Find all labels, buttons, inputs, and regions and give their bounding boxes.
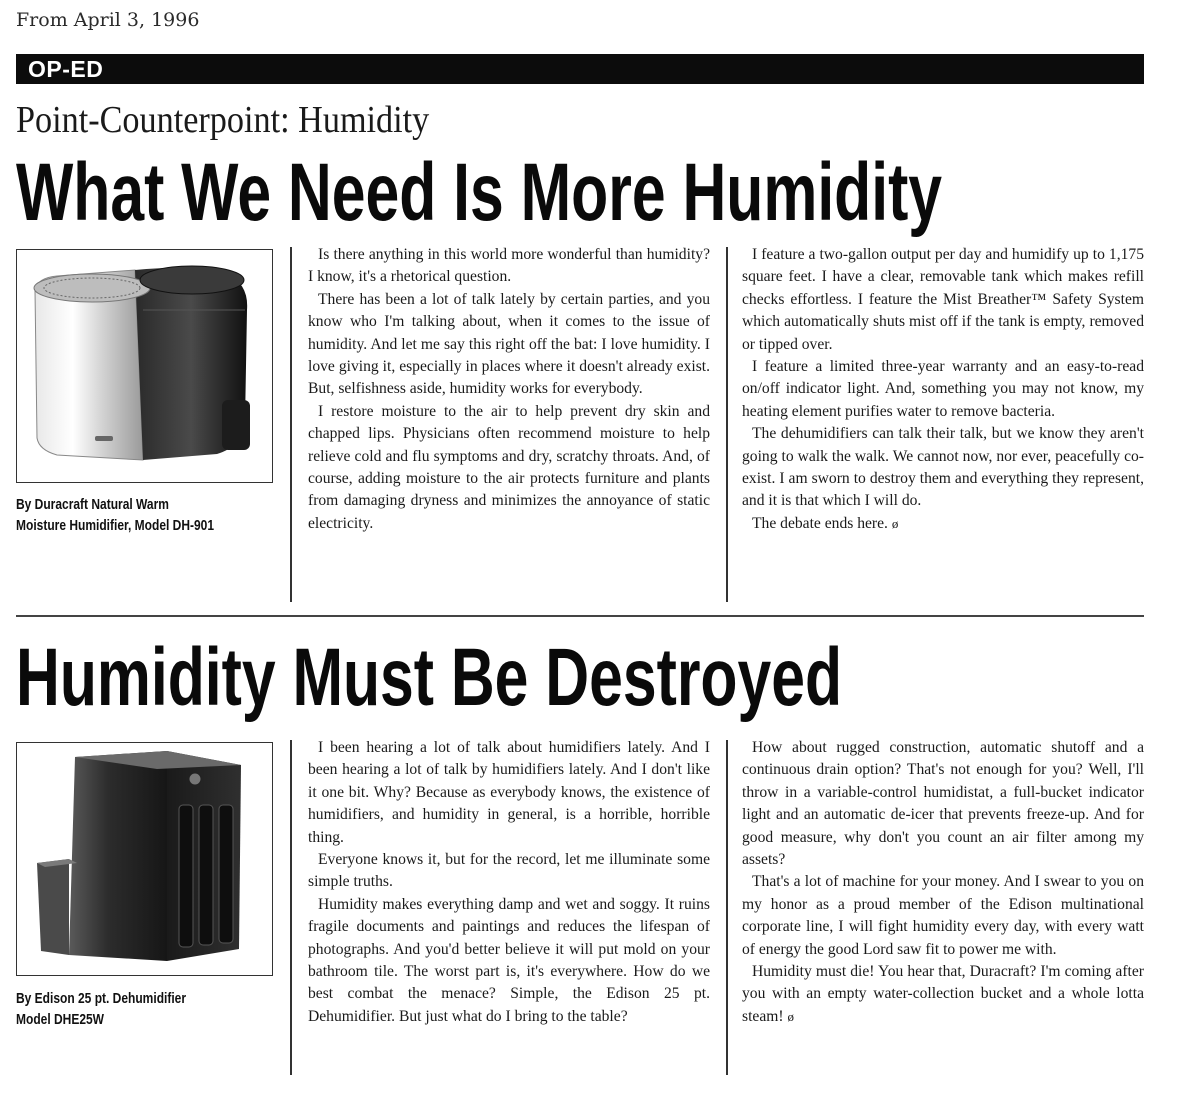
paragraph: I feature a two-gallon output per day and humidify up to 1,175 square feet. I have a clear, removable tank which makes refill checks effortless. I feature the Mist Breather™ Safety System which automatically shuts mist off if the tank is empty, removed or tipped over. — [742, 246, 1144, 353]
closing-line: Humidity must die! You hear that, Duracraft? I'm coming after you with an empty water-collection bucket and a whole lotta steam! — [742, 963, 1144, 1025]
caption-line: By Duracraft Natural Warm — [16, 496, 169, 513]
kicker: Point-Counterpoint: Humidity — [16, 99, 430, 141]
humidifier-photo — [16, 249, 273, 483]
caption-line: Moisture Humidifier, Model DH-901 — [16, 517, 215, 534]
paragraph: I restore moisture to the air to help prevent dry skin and chapped lips. Physicians often recommend moisture to help relieve cold and flu symptoms and dry, scratchy throats. And, of course, adding moisture to the air protects furniture and plants from damaging dryness and minimizes the annoyance of static electricity. — [308, 402, 710, 532]
paragraph: That's a lot of machine for your money. And I swear to you on my honor as a proud member of the Edison multinational corporate line, I will fight humidity every day, with every watt of energy the good Lord saw fit to power me with. — [742, 873, 1144, 958]
section-banner — [16, 54, 1144, 84]
dehumidifier-caption — [16, 988, 186, 1030]
paragraph: How about rugged construction, automatic shutoff and a continuous drain option? That's not enough for you? Well, I'll throw in a variable-control humidistat, a full-bucket indicator light and an automatic de-icer that prevents freeze-up. And for good measure, why don't you count an air filter among my assets? — [742, 739, 1144, 869]
caption-line: Model DHE25W — [16, 1011, 105, 1028]
paragraph — [742, 513, 1144, 535]
paragraph: The dehumidifiers can talk their talk, but we know they aren't going to walk the walk. We cannot now, nor ever, peacefully co-exist. I am sworn to destroy them and everything they represent, and it is that which I will do. — [742, 425, 1144, 510]
paragraph: I been hearing a lot of talk about humidifiers lately. And I been hearing a lot of talk by humidifiers lately. And I don't like it one bit. Why? Because as everybody knows, the existence of humidifiers, and humidity in general, is a horrible, horrible thing. — [308, 739, 710, 846]
column-rule — [726, 740, 728, 1075]
dateline: From April 3, 1996 — [16, 9, 200, 31]
paragraph: Everyone knows it, but for the record, let me illuminate some simple truths. — [308, 851, 710, 891]
paragraph: I feature a limited three-year warranty and an easy-to-read on/off indicator light. And, something you may not know, my heating element purifies water to remove bacteria. — [742, 358, 1144, 420]
paragraph: Humidity makes everything damp and wet and soggy. It ruins fragile documents and paintings and reduces the lifespan of photographs. And you'd better believe it will put mold on your bathroom tile. The worst part is, it's everywhere. How do we best combat the menace? Simple, the Edison 25 pt. Dehumidifier. But just what do I bring to the table? — [308, 895, 710, 1025]
headline-destroy-humidity: Humidity Must Be Destroyed — [16, 632, 843, 723]
column-rule — [726, 247, 728, 602]
paragraph — [742, 961, 1144, 1028]
humidifier-icon — [17, 250, 272, 482]
article2-column1 — [308, 737, 710, 1028]
humidifier-caption — [16, 494, 214, 536]
end-mark-icon: ø — [787, 1008, 794, 1024]
closing-line: The debate ends here. — [752, 514, 888, 532]
article1-column1 — [308, 244, 710, 535]
caption-line: By Edison 25 pt. Dehumidifier — [16, 990, 187, 1007]
column-rule — [290, 247, 292, 602]
dehumidifier-photo — [16, 742, 273, 976]
paragraph: There has been a lot of talk lately by certain parties, and you know who I'm talking about, when it comes to the issue of humidity. And let me say this right off the bat: I love humidity. I love giving it, especially in places where it doesn't already exist. But, selfishness aside, humidity works for everybody. — [308, 290, 710, 398]
article-divider — [16, 615, 1144, 617]
end-mark-icon: ø — [891, 515, 899, 531]
column-rule — [290, 740, 292, 1075]
paragraph: Is there anything in this world more wonderful than humidity? I know, it's a rhetorical question. — [308, 246, 710, 286]
article1-column2 — [742, 244, 1144, 535]
article2-column2 — [742, 737, 1144, 1028]
headline-more-humidity: What We Need Is More Humidity — [16, 147, 943, 238]
section-label: OP-ED — [28, 56, 104, 82]
dehumidifier-icon — [17, 743, 272, 975]
